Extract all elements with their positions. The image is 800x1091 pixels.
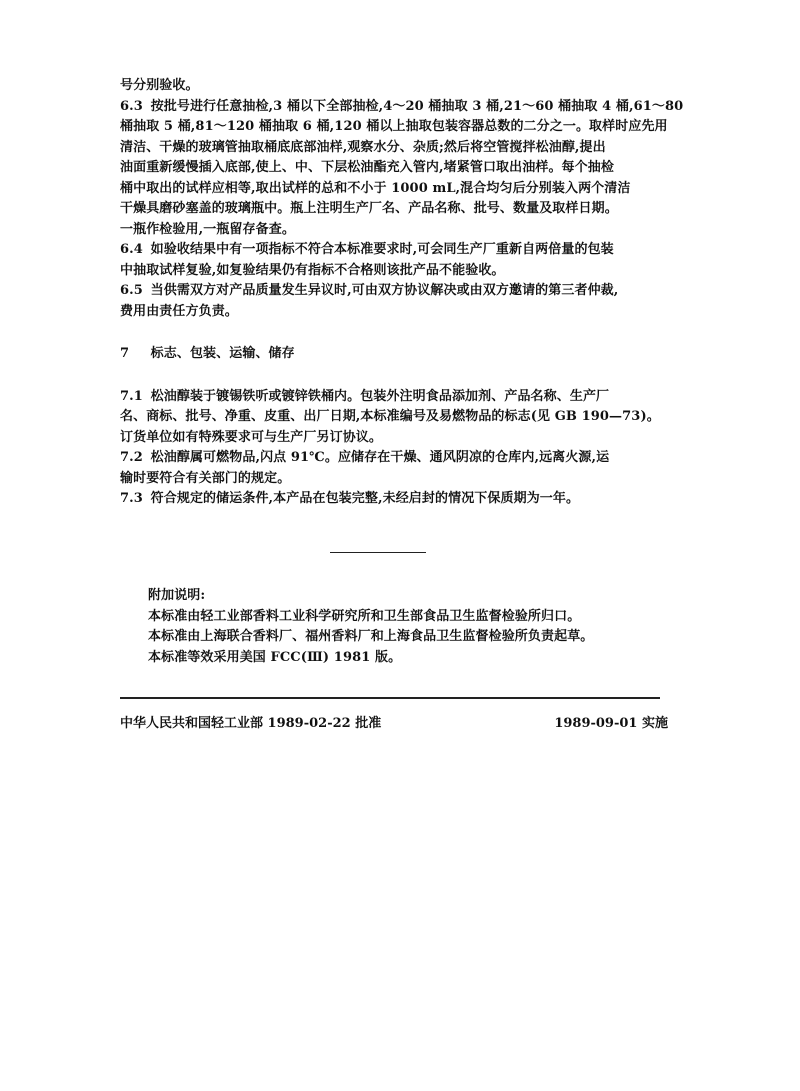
clause-text: 当供需双方对产品质量发生异议时,可由双方协议解决或由双方邀请的第三者仲裁, [150, 283, 619, 298]
section-heading [120, 344, 680, 365]
clause-7-2 [120, 448, 680, 489]
clause-number: 7.1 [120, 388, 143, 404]
clause-number: 7.3 [120, 491, 143, 506]
footer-rule [120, 697, 660, 699]
clause-text: 费用由责任方负责。 [120, 303, 238, 319]
clause-number: 6.3 [120, 98, 143, 114]
clause-text: 符合规定的储运条件,本产品在包装完整,未经启封的情况下保质期为一年。 [150, 491, 580, 506]
clause-text: 清洁、干燥的玻璃管抽取桶底底部油样,观察水分、杂质;然后将空管搅拌松油醇,提出 [120, 139, 606, 155]
continuation-line: 号分别验收。 [120, 78, 199, 93]
approval-date: 中华人民共和国轻工业部 1989-02-22 批准 [120, 716, 382, 731]
notes-line: 本标准等效采用美国 FCC(Ⅲ) 1981 版。 [148, 649, 402, 665]
end-rule [330, 552, 426, 553]
clause-text: 中抽取试样复验,如复验结果仍有指标不合格则该批产品不能验收。 [120, 262, 505, 278]
footer [120, 712, 668, 731]
clause-text: 名、商标、批号、净重、皮重、出厂日期,本标准编号及易燃物品的标志(见 GB 190—73)。 [120, 409, 660, 424]
notes-line: 本标准由上海联合香料厂、福州香料厂和上海食品卫生监督检验所负责起草。 [148, 629, 594, 644]
section-number: 7 [120, 346, 130, 361]
notes-line: 本标准由轻工业部香料工业科学研究所和卫生部食品卫生监督检验所归口。 [148, 608, 581, 624]
notes-title: 附加说明: [148, 588, 206, 603]
clause-text: 如验收结果中有一项指标不符合本标准要求时,可会同生产厂重新自两倍量的包装 [150, 242, 614, 257]
clause-number: 6.4 [120, 242, 143, 257]
body-text [120, 76, 684, 510]
clause-number: 7.2 [120, 450, 143, 465]
clause-text: 松油醇属可燃物品,闪点 91℃。应储存在干燥、通风阴凉的仓库内,远离火源,运 [150, 450, 610, 465]
clause-7-1 [120, 387, 680, 449]
clause-text: 订货单位如有特殊要求可与生产厂另订协议。 [120, 429, 383, 445]
section-title: 标志、包装、运输、储存 [150, 346, 295, 361]
clause-text: 油面重新缓慢插入底部,使上、中、下层松油酯充入管内,堵紧管口取出油样。每个抽检 [120, 160, 614, 175]
clause-7-3 [120, 489, 680, 510]
implementation-date: 1989-09-01 实施 [554, 716, 668, 731]
clause-text: 桶抽取 5 桶,81～120 桶抽取 6 桶,120 桶以上抽取包装容器总数的二分之一。取样时应先用 [120, 119, 668, 134]
clause-text: 干燥具磨砂塞盖的玻璃瓶中。瓶上注明生产厂名、产品名称、批号、数量及取样日期。 [120, 201, 618, 216]
clause-number: 6.5 [120, 283, 143, 298]
clause-text: 按批号进行任意抽检,3 桶以下全部抽检,4～20 桶抽取 3 桶,21～60 桶抽取 4 桶,61～80 [150, 98, 684, 114]
additional-notes [148, 586, 668, 668]
clause-text: 一瓶作检验用,一瓶留存备查。 [120, 221, 295, 237]
clause-text: 桶中取出的试样应相等,取出试样的总和不小于 1000 mL,混合均匀后分别装入两个清洁 [120, 180, 631, 196]
clause-text: 松油醇装于镀锡铁听或镀锌铁桶内。包装外注明食品添加剂、产品名称、生产厂 [150, 388, 610, 404]
clause-6-3 [120, 97, 684, 241]
clause-6-4 [120, 240, 680, 281]
clause-text: 输时要符合有关部门的规定。 [120, 470, 291, 486]
clause-6-5 [120, 281, 680, 322]
